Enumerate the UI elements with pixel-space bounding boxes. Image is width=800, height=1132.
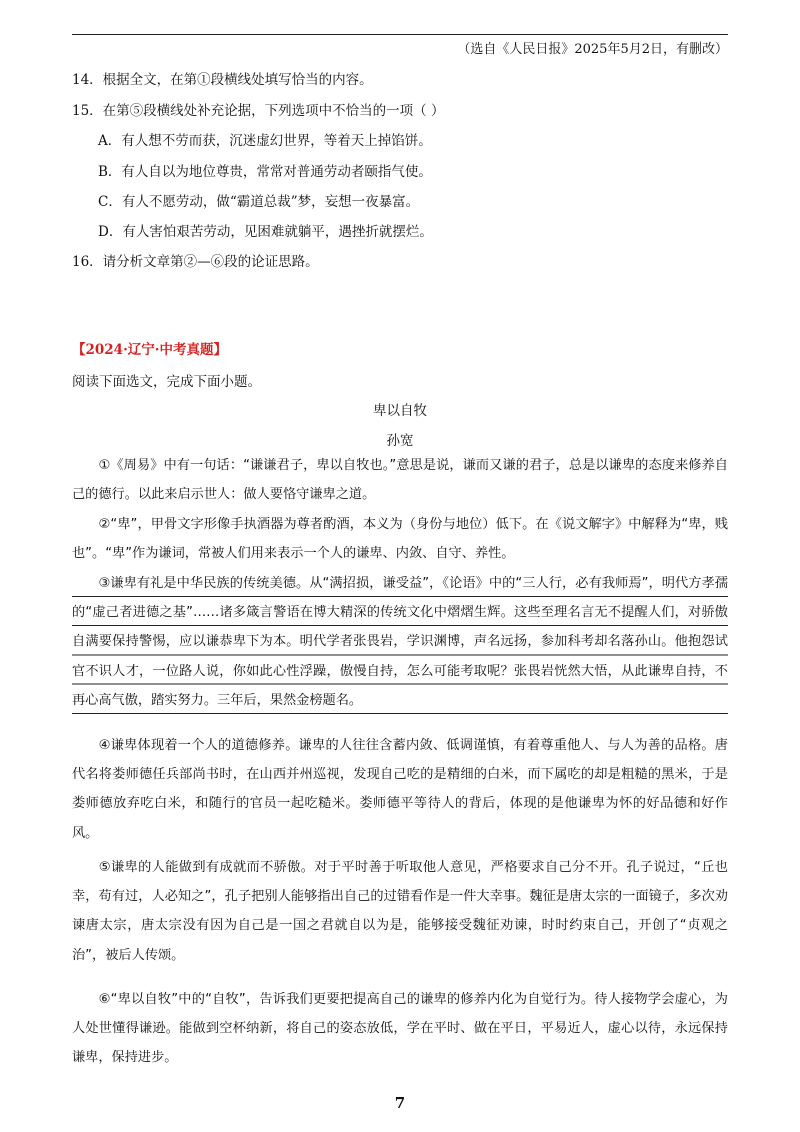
page-number: 7 (394, 1094, 406, 1112)
paragraph-6: ⑥“卑以自牧”中的“自牧”，告诉我们更要把提高自己的谦卑的修养内化为自觉行为。待人接物学会虚心，为人处世懂得谦逊。能做到空杯纳新，将自己的姿态放低，学在平时、做在平日，平易近人，虚心以待，永远保持谦卑，保持进步。 (72, 992, 728, 1066)
exam-source-tag: 【2024·辽宁·中考真题】 (72, 342, 227, 358)
question-16: 16．请分析文章第②—⑥段的论证思路。 (72, 254, 319, 270)
paragraph-3-underlined: ③谦卑有礼是中华民族的传统美德。从“满招损，谦受益”，《论语》中的“三人行，必有我师焉”，明代方孝孺的“虚己者进德之基”……诸多箴言警语在博大精深的传统文化中熠熠生辉。这些至理名言无不提醒人们，对骄傲自满要保持警惕，应以谦恭卑下为本。明代学者张畏岩，学识渊博，声名远扬，参加科考却名落孙山。他抱怨试官不识人才，一位路人说，你如此心性浮躁，傲慢自持，怎么可能考取呢？张畏岩恍然大悟，从此谦卑自持，不再心高气傲，踏实努力。三年后，果然金榜题名。 (72, 569, 728, 715)
question-14: 14．根据全文，在第①段横线处填写恰当的内容。 (72, 72, 373, 88)
option-b: B．有人自以为地位尊贵，常常对普通劳动者颐指气使。 (98, 164, 432, 180)
article-title: 卑以自牧 (373, 403, 427, 419)
question-15: 15．在第⑤段横线处补充论据，下列选项中不恰当的一项（ ） (72, 103, 445, 119)
paragraph-2: ②“卑”，甲骨文字形像手执酒器为尊者酌酒，本义为（身份与地位）低下。在《说文解字》中解释为“卑，贱也”。“卑”作为谦词，常被人们用来表示一个人的谦卑、内敛、自守、养性。 (72, 517, 728, 562)
reading-instruction: 阅读下面选文，完成下面小题。 (72, 374, 261, 390)
paragraph-1: ①《周易》中有一句话：“谦谦君子，卑以自牧也。”意思是说，谦而又谦的君子，总是以谦卑的态度来修养自己的德行。以此来启示世人：做人要恪守谦卑之道。 (72, 458, 728, 503)
top-divider (72, 34, 728, 35)
article-author: 孙宽 (386, 433, 414, 449)
paragraph-4: ④谦卑体现着一个人的道德修养。谦卑的人往往含蓄内敛、低调谨慎，有着尊重他人、与人为善的品格。唐代名将娄师德任兵部尚书时，在山西并州巡视，发现自己吃的是精细的白米，而下属吃的却是粗糙的黑米，于是娄师德放弃吃白米，和随行的官员一起吃糙米。娄师德平等待人的背后，体现的是他谦卑为怀的好品德和好作风。 (72, 738, 728, 841)
source-note: （选自《人民日报》2025年5月2日，有删改） (457, 42, 728, 57)
option-a: A．有人想不劳而获，沉迷虚幻世界，等着天上掉馅饼。 (98, 133, 432, 149)
option-c: C．有人不愿劳动，做“霸道总裁”梦，妄想一夜暴富。 (98, 194, 420, 210)
option-d: D．有人害怕艰苦劳动，见困难就躺平，遇挫折就摆烂。 (98, 224, 433, 240)
paragraph-5: ⑤谦卑的人能做到有成就而不骄傲。对于平时善于听取他人意见，严格要求自己分不开。孔子说过，“丘也幸，苟有过，人必知之”，孔子把别人能够指出自己的过错看作是一件大幸事。魏征是唐太宗的一面镜子，多次劝谏唐太宗，唐太宗没有因为自己是一国之君就自以为是，能够接受魏征劝谏，时时约束自己，开创了“贞观之治”，被后人传颂。 (72, 860, 728, 963)
